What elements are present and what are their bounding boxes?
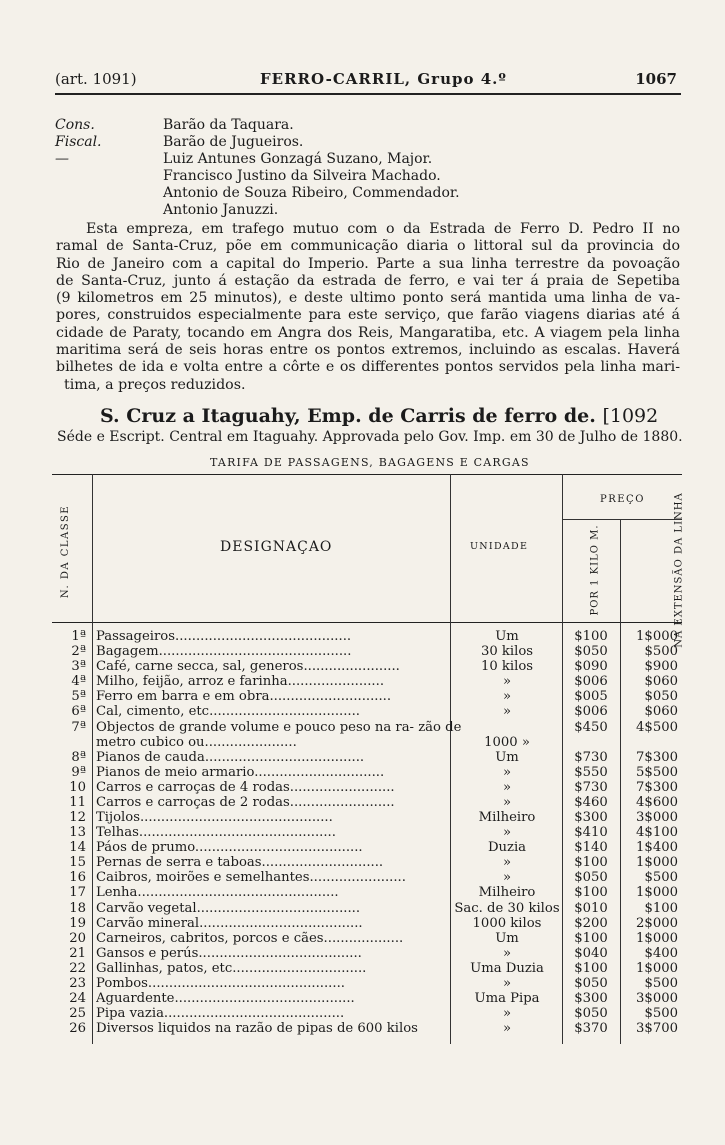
- class-number: 4ª: [71, 674, 86, 690]
- price-per-km: $040: [574, 945, 608, 961]
- item-designation: Café, carne secca, sal, generos.......................: [96, 659, 400, 675]
- table-row: [52, 720, 682, 750]
- price-full-line: 4$600: [636, 794, 678, 810]
- entry-number: [1092: [602, 405, 659, 427]
- item-unit: »: [502, 1021, 512, 1037]
- price-per-km: $006: [574, 674, 608, 690]
- paragraph-line: bilhetes de ida e volta entre a côrte e os differentes pontos servidos pela linha mari-: [56, 359, 680, 376]
- council-name: Antonio de Souza Ribeiro, Commendador.: [163, 185, 460, 201]
- paragraph-line: ramal de Santa-Cruz, põe em communicação diaria o littoral sul da provincia do: [56, 238, 680, 255]
- price-full-line: 1$000: [636, 855, 678, 871]
- item-designation: Cal, cimento, etc....................................: [96, 704, 360, 720]
- price-per-km: $460: [574, 794, 608, 810]
- council-names: [163, 117, 460, 219]
- price-full-line: 3$000: [636, 991, 678, 1007]
- table-row: [52, 750, 682, 765]
- class-number: 10: [69, 779, 86, 795]
- item-unit: Um: [495, 749, 519, 765]
- table-row: [52, 885, 682, 900]
- price-full-line: 1$000: [636, 960, 678, 976]
- price-full-line: 4$500: [636, 719, 678, 735]
- price-full-line: 1$000: [636, 930, 678, 946]
- item-unit: 10 kilos: [480, 659, 534, 675]
- item-designation: Milho, feijão, arroz e farinha.......................: [96, 674, 385, 690]
- article-ref: (art. 1091): [55, 70, 137, 88]
- header-kilo-text: POR 1 KILO M.: [589, 524, 601, 616]
- header-kilo: [564, 526, 604, 616]
- table-row: [52, 780, 682, 795]
- price-per-km: $450: [574, 719, 608, 735]
- class-number: 15: [69, 855, 86, 871]
- item-designation: Objectos de grande volume e pouco peso na ra- zão de metro cubico ou......................: [96, 719, 462, 750]
- table-row: [52, 931, 682, 946]
- class-number: 8ª: [71, 749, 86, 765]
- price-full-line: $060: [644, 704, 678, 720]
- price-per-km: $006: [574, 704, 608, 720]
- running-header: [55, 70, 677, 92]
- price-full-line: $500: [644, 644, 678, 660]
- price-per-km: $300: [574, 991, 608, 1007]
- table-row: [52, 991, 682, 1006]
- class-number: 26: [69, 1021, 86, 1037]
- item-designation: Gansos e perús.......................................: [96, 945, 362, 961]
- paragraph-line: maritima será de seis horas entre os pontos extremos, incluindo as escalas. Haverá: [56, 342, 680, 359]
- item-unit: 1000 »: [484, 734, 530, 750]
- item-designation: Pianos de cauda......................................: [96, 749, 365, 765]
- price-full-line: 7$300: [636, 749, 678, 765]
- price-per-km: $730: [574, 749, 608, 765]
- table-row: [52, 1021, 682, 1036]
- table-row: [52, 689, 682, 704]
- class-number: 20: [69, 930, 86, 946]
- table-row: [52, 659, 682, 674]
- paragraph-line: tima, a preços reduzidos.: [64, 376, 246, 393]
- item-unit: Duzia: [487, 840, 527, 856]
- item-unit: »: [502, 870, 512, 886]
- price-full-line: 1$000: [636, 885, 678, 901]
- paragraph-line: Esta empreza, em trafego mutuo com o da Estrada de Ferro D. Pedro II no: [86, 221, 680, 237]
- item-designation: Aguardente...........................................: [96, 991, 355, 1007]
- price-full-line: 5$500: [636, 764, 678, 780]
- item-unit: Uma Duzia: [470, 960, 544, 976]
- table-row: [52, 644, 682, 659]
- table-row: [52, 870, 682, 885]
- item-unit: »: [502, 794, 512, 810]
- price-full-line: 1$400: [636, 840, 678, 856]
- price-full-line: 3$000: [636, 809, 678, 825]
- class-number: 12: [69, 809, 86, 825]
- item-unit: Sac. de 30 kilos: [454, 900, 560, 916]
- header-designacao: DESIGNAÇAO: [220, 539, 333, 555]
- item-designation: Pombos...............................................: [96, 975, 345, 991]
- price-per-km: $050: [574, 870, 608, 886]
- item-unit: »: [502, 825, 512, 841]
- tariff-title: TARIFA DE PASSAGENS, BAGAGENS E CARGAS: [210, 456, 530, 469]
- table-body: [52, 629, 682, 1036]
- tariff-table: [52, 474, 685, 1044]
- item-designation: Páos de prumo........................................: [96, 840, 363, 856]
- table-row: [52, 810, 682, 825]
- table-top-rule: [52, 474, 682, 475]
- description-paragraph: [56, 221, 680, 394]
- council-name: Antonio Januzzi.: [163, 202, 279, 218]
- class-number: 25: [69, 1006, 86, 1022]
- class-number: 24: [69, 991, 86, 1007]
- table-row: [52, 855, 682, 870]
- company-title: [100, 405, 658, 427]
- item-designation: Pernas de serra e taboas.............................: [96, 855, 384, 871]
- council-name: Luiz Antunes Gonzagá Suzano, Major.: [163, 151, 433, 167]
- paragraph-line: cidade de Paraty, tocando em Angra dos Reis, Mangaratiba, etc. A viagem pela linha: [56, 324, 680, 341]
- item-designation: Diversos liquidos na razão de pipas de 600 kilos: [96, 1021, 418, 1037]
- item-designation: Gallinhas, patos, etc................................: [96, 960, 367, 976]
- table-row: [52, 704, 682, 719]
- table-row: [52, 961, 682, 976]
- price-per-km: $005: [574, 689, 608, 705]
- item-designation: Lenha................................................: [96, 885, 339, 901]
- table-row: [52, 795, 682, 810]
- price-full-line: $050: [644, 689, 678, 705]
- item-unit: 1000 kilos: [472, 915, 542, 931]
- header-classe: [60, 494, 83, 614]
- table-header-rule: [52, 622, 682, 623]
- price-per-km: $100: [574, 930, 608, 946]
- item-unit: Uma Pipa: [474, 991, 540, 1007]
- table-row: [52, 629, 682, 644]
- item-designation: Ferro em barra e em obra.............................: [96, 689, 392, 705]
- class-number: 19: [69, 915, 86, 931]
- price-per-km: $010: [574, 900, 608, 916]
- price-full-line: 7$300: [636, 779, 678, 795]
- class-number: 21: [69, 945, 86, 961]
- section-title: FERRO-CARRIL, Grupo 4.º: [260, 70, 507, 88]
- item-unit: Um: [495, 629, 519, 644]
- class-number: 7ª: [71, 719, 86, 735]
- item-unit: »: [502, 855, 512, 871]
- table-row: [52, 916, 682, 931]
- class-number: 11: [69, 794, 86, 810]
- item-designation: Passageiros..........................................: [96, 629, 352, 644]
- price-per-km: $100: [574, 960, 608, 976]
- item-unit: »: [502, 704, 512, 720]
- table-row: [52, 765, 682, 780]
- price-per-km: $090: [574, 659, 608, 675]
- price-full-line: $500: [644, 975, 678, 991]
- price-per-km: $550: [574, 764, 608, 780]
- price-per-km: $410: [574, 825, 608, 841]
- table-row: [52, 946, 682, 961]
- item-designation: Tijolos..............................................: [96, 809, 333, 825]
- price-per-km: $100: [574, 629, 608, 644]
- price-per-km: $730: [574, 779, 608, 795]
- item-unit: Milheiro: [478, 809, 536, 825]
- price-full-line: 2$000: [636, 915, 678, 931]
- council-name: Barão da Taquara.: [163, 117, 294, 133]
- item-designation: Pianos de meio armario...............................: [96, 764, 385, 780]
- class-number: 2ª: [71, 644, 86, 660]
- council-name: Francisco Justino da Silveira Machado.: [163, 168, 441, 184]
- table-row: [52, 901, 682, 916]
- price-per-km: $200: [574, 915, 608, 931]
- paragraph-line: Rio de Janeiro com a capital do Imperio. Parte a sua linha terrestre da povoação: [56, 255, 680, 272]
- item-unit: »: [502, 945, 512, 961]
- item-designation: Caibros, moirões e semelhantes.......................: [96, 870, 406, 886]
- item-designation: Carros e carroças de 2 rodas.........................: [96, 794, 395, 810]
- class-number: 5ª: [71, 689, 86, 705]
- price-full-line: $060: [644, 674, 678, 690]
- price-per-km: $370: [574, 1021, 608, 1037]
- price-per-km: $300: [574, 809, 608, 825]
- table-row: [52, 674, 682, 689]
- council-label: Cons. Fiscal.—: [55, 117, 102, 167]
- price-full-line: $900: [644, 659, 678, 675]
- header-extensao-text: NA EXTENSÃO DA LINHA: [673, 492, 685, 648]
- item-unit: »: [502, 674, 512, 690]
- page-number: 1067: [635, 70, 677, 88]
- header-preco: PREÇO: [600, 494, 645, 505]
- price-full-line: 4$100: [636, 825, 678, 841]
- header-rule: [55, 93, 681, 95]
- table-row: [52, 840, 682, 855]
- price-per-km: $100: [574, 855, 608, 871]
- price-per-km: $050: [574, 1006, 608, 1022]
- paragraph-line: pores, construidos especialmente para este serviço, que farão viagens diarias até á: [56, 307, 680, 324]
- item-designation: Pipa vazia...........................................: [96, 1006, 345, 1022]
- class-number: 6ª: [71, 704, 86, 720]
- company-name: S. Cruz a Itaguahy, Emp. de Carris de ferro de.: [100, 405, 596, 427]
- class-number: 1ª: [71, 629, 86, 644]
- council-name: Barão de Jugueiros.: [163, 134, 304, 150]
- price-full-line: $500: [644, 1006, 678, 1022]
- item-unit: »: [502, 779, 512, 795]
- class-number: 16: [69, 870, 86, 886]
- item-unit: 30 kilos: [480, 644, 534, 660]
- item-unit: Milheiro: [478, 885, 536, 901]
- price-per-km: $050: [574, 975, 608, 991]
- table-row: [52, 825, 682, 840]
- paragraph-line: (9 kilometros em 25 minutos), e deste ultimo ponto será mantida uma linha de va-: [56, 290, 680, 307]
- company-seat: Séde e Escript. Central em Itaguahy. Approvada pelo Gov. Imp. em 30 de Julho de 1880.: [57, 429, 683, 445]
- item-designation: Carros e carroças de 4 rodas.........................: [96, 779, 395, 795]
- paragraph-line: de Santa-Cruz, junto á estação da estrada de ferro, e vai ter á praia de Sepetiba: [56, 272, 680, 289]
- class-number: 3ª: [71, 659, 86, 675]
- class-number: 23: [69, 975, 86, 991]
- item-unit: »: [502, 764, 512, 780]
- class-number: 18: [69, 900, 86, 916]
- price-subrule: [562, 519, 682, 520]
- table-row: [52, 976, 682, 991]
- class-number: 22: [69, 960, 86, 976]
- item-designation: Carvão vegetal.......................................: [96, 900, 361, 916]
- price-full-line: $500: [644, 870, 678, 886]
- price-full-line: $100: [644, 900, 678, 916]
- item-designation: Telhas...............................................: [96, 825, 336, 841]
- price-per-km: $050: [574, 644, 608, 660]
- price-full-line: 3$700: [636, 1021, 678, 1037]
- item-unit: »: [502, 1006, 512, 1022]
- price-per-km: $140: [574, 840, 608, 856]
- class-number: 13: [69, 825, 86, 841]
- class-number: 17: [69, 885, 86, 901]
- item-unit: »: [502, 689, 512, 705]
- class-number: 14: [69, 840, 86, 856]
- header-classe-text: N. DA CLASSE: [60, 504, 72, 599]
- item-designation: Carvão mineral.......................................: [96, 915, 363, 931]
- table-row: [52, 1006, 682, 1021]
- class-number: 9ª: [71, 764, 86, 780]
- price-full-line: 1$000: [636, 629, 678, 644]
- price-full-line: $400: [644, 945, 678, 961]
- price-per-km: $100: [574, 885, 608, 901]
- item-unit: »: [502, 975, 512, 991]
- item-unit: Um: [495, 930, 519, 946]
- item-designation: Carneiros, cabritos, porcos e cães...................: [96, 930, 404, 946]
- item-designation: Bagagem..............................................: [96, 644, 352, 660]
- header-unidade: UNIDADE: [470, 541, 529, 552]
